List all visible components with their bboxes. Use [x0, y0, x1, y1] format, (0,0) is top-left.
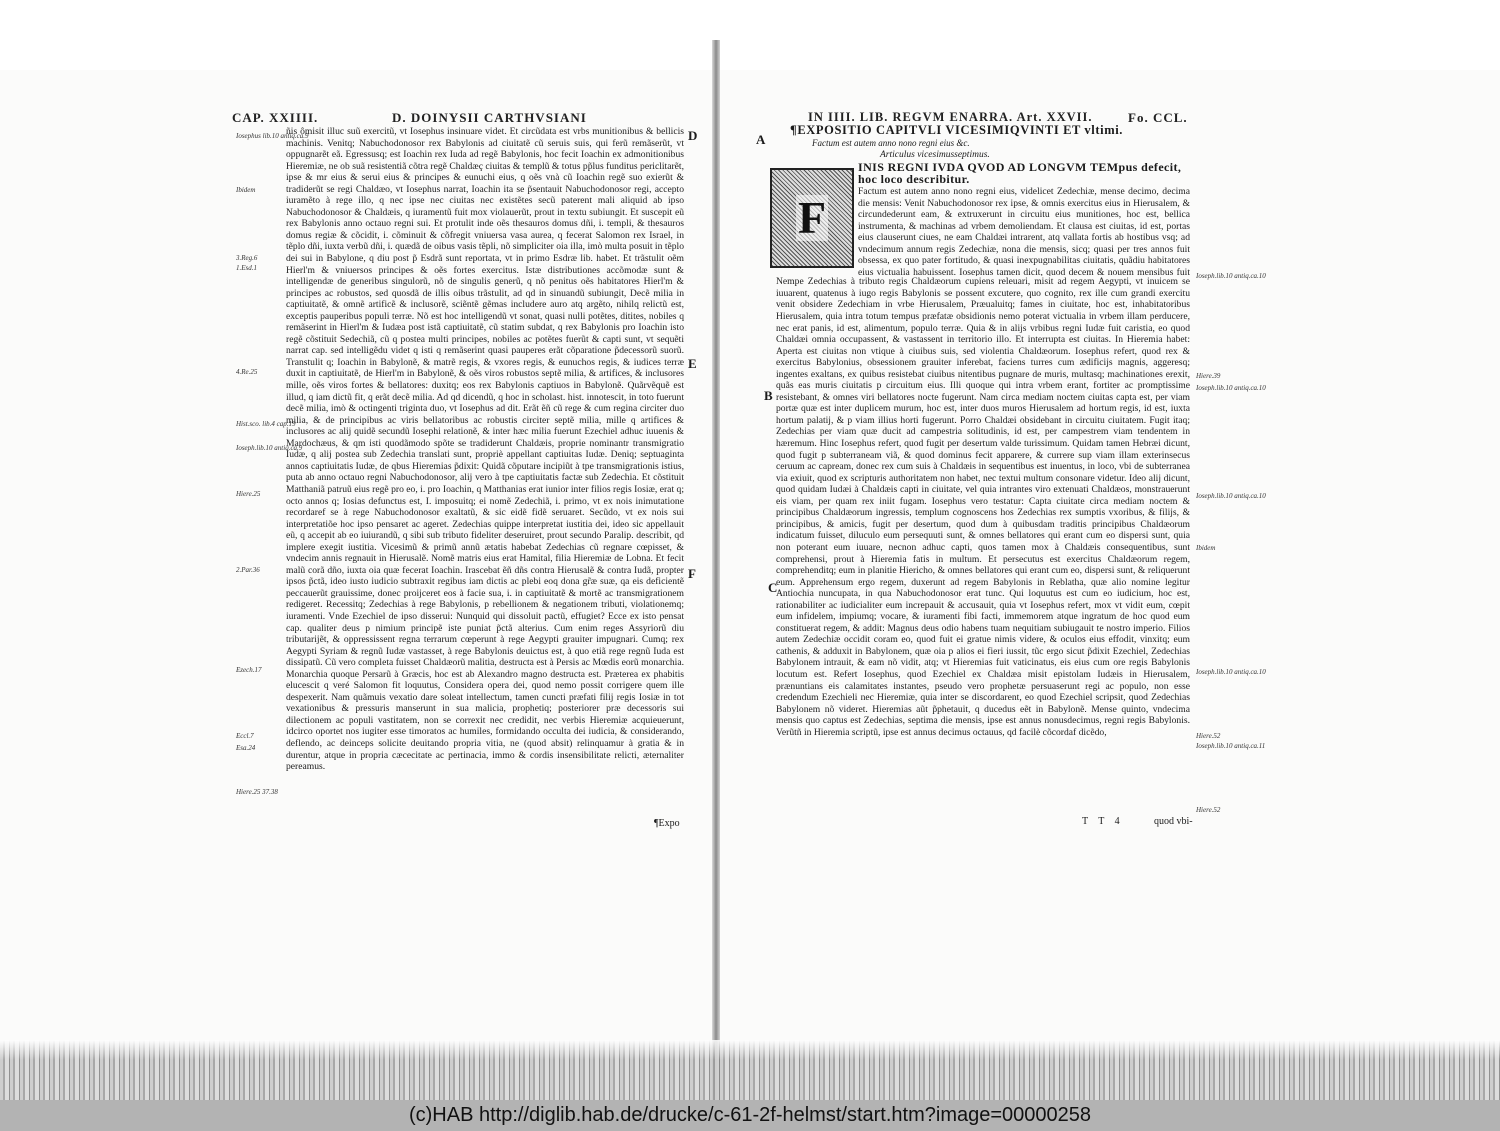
margin-note: Hiere.39	[1196, 372, 1221, 380]
margin-note: Hiere.25 37.38	[236, 788, 278, 796]
margin-note: Ioseph.lib.10 antiq.ca.10	[1196, 384, 1266, 392]
margin-note: Hiere.52	[1196, 732, 1221, 740]
margin-note: 3.Reg.6	[236, 254, 258, 262]
copyright-footer	[0, 1100, 1500, 1131]
margin-note: Ibidem	[1196, 544, 1216, 552]
section-letter-b: B	[764, 388, 773, 403]
footer-credit: (c)HAB http://diglib.hab.de/drucke/c-61-2f-helmst/start.htm?image=00000258	[408, 1104, 1092, 1126]
left-margin-notes	[236, 132, 309, 812]
margin-note: Hiere.52	[1196, 806, 1221, 814]
decorated-initial-image	[770, 168, 854, 268]
margin-note: Ioseph.lib.10 antiq.ca.9	[236, 444, 303, 452]
margin-note: 4.Re.25	[236, 368, 258, 376]
section-letter-f: F	[688, 566, 696, 581]
margin-note: Ioseph.lib.10 antiq.ca.11	[1196, 742, 1266, 750]
right-margin-notes	[1196, 272, 1266, 832]
margin-note: Hiere.25	[236, 490, 261, 498]
left-body-paragraph: ñis ômisit illuc suũ exercitũ, vt Iosephus insinuare videt. Et circũdata est vrbs munitionibus & bellicis machinis. Venitq; Nabuchodonosor rex Babylonis ad ciuitatẽ cũ seruis suis, qui ferũ remãserũt, vt oppugnarẽt eã. Egressusq; est Ioachin rex Iuda ad regẽ Babylonis, hoc fecit Ioachin ex admonitionibus Hieremiæ, ne ob suã resistentiã cõtra regẽ Chaldæç ciuitas & templũ & totus pp̃lus funditus periclitarẽt, ipse & mr eius & serui eius & principes & eunuchi eius, q oẽs vnà cũ Ioachin regẽ suo exierũt & tradiderũt se regi Chaldæo, vt Iosephus narrat, Ioachin ita se p̃sentauit Nabuchodonosor regi, accepto iuramẽto à rege illo, q nec ipse nec ciuitas nec existẽtes secũ paterent mali aliquid ab ipso Nabuchodonosor & Chaldæis, q iuramentũ fuit mox violauerũt, prout in textu subiungit. Et suscepit eũ rex Babylonis anno octauo regni sui. Et protulit inde oẽs thesauros domus dñi, i. templi, & thesauros domus regiæ & cõcidit, i. cõminuit & cõfregit vniuersa vasa aurea, q fecerat Salomon rex Israel, in tẽplo dñi, iuxta verbũ dñi, i. quædã de oibus vasis tẽpli, nõ simpliciter oia illa, imò multa posuit in tẽplo dei sui in Babylone, q diu post p̃ Esdrã sunt reportata, vt in primo Esdræ lib. habet. Et trãstulit oẽm Hierl'm & vniuersos principes & oẽs fortes exercitus. Istæ distributiones accõmodæ sunt & intelligendæ de generibus singulorũ, nõ de singulis generũ, q nõ penitus oẽs habitatores Hierl'm & principes ac robustos, sed quosdã de illis oibus trãstulit, ad qd in sinuandũ subiungit, Decẽ milia in captiuitatẽ, & omnẽ artificẽ & inclusorẽ, sciẽntẽ gẽmas includere auro atq argẽto, nihilq relictũ est, exceptis pauperibus populi terræ. Nõ est hoc intelligendũ vt sonat, quasi nulli potẽtes, ditites, nobiles q remãserint in Hierl'm & Iudæa post istã captiuitatẽ, cũ statim subdat, q rex Babylonis pro Ioachin isto regẽ cõstituit Sedechiã, cũ q postea multi principes, nobiles ac potẽtes fuerũt & capti sunt, vt sequẽti narrat cap. sed intelligẽdu videt q isti q remãserint quasi pauperes erãt cõparatione p̃decessorũ suorũ. Transtulit q; Ioachin in Babylonẽ, & matrẽ regis, & vxores regis, & eunuchos regis, & iudices terræ duxit in captiuitatẽ, de Hierl'm in Babylonẽ, & oẽs viros robustos septẽ milia, & artifices, & inclusores mille, oẽs viros fortes & bellatores: duxitq; eos rex Babylonis captiuos in Babylonẽ. Quãrvẽquẽ est illud, q iam dictũ fit, q erãt decẽ milia. Ad qd dicendũ, q hoc in scholast. hist. innotescit, in toto fuerunt decẽ milia, imò & octingenti triginta duo, vt Iosephus ad dit. Erãt ẽñ cũ rege & cum regina circiter duo milia, & de principibus ac viris bellatoribus ac robustis circiter septẽ milia, mille q artifices & inclusores ac alij quidẽ secundũ Iosephi relationẽ, & inter hæc milia fuerunt Ezechiel adhuc iuuenis & Mardochæus, & qm isti quodãmodo spõte se tradiderunt Chaldæis, proprie nominantr transmigratio Iudæ, q alij postea sub Zedechia translati sunt, propriè appellant captiuitas Iudæ. Deniq; septuaginta annos captiuitatis Iudæ, de qbus Hieremias p̃dixit: Quidã cõputare incipiũt à tpe transmigrationis istius, puta ab anno octauo regni Nabuchodonosor, alij vero à tpe captiuitatis factæ sub Zedechia. Et cõstituit Matthaniã patruũ eius regẽ pro eo, i. pro Ioachin, q Matthanias erat iunior inter filios regis Iosiæ, erat q; octo annos q; Iosias defunctus est, I. imposuitq; ei nomẽ Zedechiã, i. primo, vt ex nois inimutatione recordaref se à rege Nabuchodonosor exaltatũ, & sic eidẽ fidẽ seruaret. Secũdo, vt ex nois sui interpretatiõe hoc ipso pensaret ac ageret. Zedechias quippe interpretat iustitia dei, ideo sic appellauit eũ, q accepit ab eo iuiurandũ, q sibi sub tributo fideliter deseruiret, prout secundo Paralip. describit, qd implere exegit iustitia. Vicesimũ & primũ annũ ætatis habebat Zedechias cũ regnare cœpisset, & vndecim annis regnauit in Hierusalẽ. Nomẽ matris eius erat Hamital, filia Hieremiæ de Lobna. Et fecit malũ corã dño, iuxta oia quæ fecerat Ioachin. Irascebat ẽñ dñs contra Hierusalẽ & contra Iudã, propter ipsos p̃ctã, ideo iusto iudicio subtraxit regibus iam dictis ac plebi eoq dona gr̃æ suæ, qa eis deficientẽ peccauerũt grauissime, donec proijceret eos à facie sua, i. in captiuitatẽ & mortẽ ac transmigrationem redigeret. Recessitq; Zedechias à rege Babylonis, p rebellionem & negationem tributi, violationemq; iuramenti. Vnde Ezechiel de ipso disserui: Nunquid qui dissoluit pactũ, effugiet? Ecce ex isto pensat cap. qualiter deus p nimium principẽ iste puniat p̃ctã alterius. Cum enim reges Assyriorũ diu tributarijẽt, & oppressissent regna terrarum cœperunt à rege Aegypti grauiter impugnari. Cumq; rex Aegypti Syriam & regnũ Iudæ vastasset, à rege Babylonis deuictus est, à quo etiã rege regnũ Iuda est dissipatũ. Cũ vero completa fuisset Chaldæorũ malitia, destructa est à Persis ac Mœdis eorũ monarchia. Monarchia quoque Persarũ à Græcis, hoc est ab Alexandro magno destructa est. Præterea ex phabitis elucescit q veré Salomon fit loquutus, Considera opera dei, quod nemo possit corrigere quem ille despexerit. Nam quãmuis vexatio dare soleat intellectum, tamen cuncti præfati filij regis Iosiæ in tot vexationibus & pressuris manserunt in sua malicia, prophetiq; posteriorer præ decessoris sui dilectionem ac populi vastitatem, non se correxit nec credidit, nec verbis Hieremiæ acquieuerunt, idcirco oportet nos iugiter esse timoratos ac humiles, formidando occulta dei iudicia, & considerando, deflendo, ac deinceps solicite deuitando propria vitia, ne (quod absit) relinquamur à gratia & in durentur, atque in propria cæcecitate ac pertinacia, immo & cordis insensibilitate relicti, æternaliter pereamus.	[286, 126, 684, 773]
scan-edge-strip	[0, 1040, 1500, 1100]
margin-note: Ioseph.lib.10 antiq.ca.10	[1196, 492, 1266, 500]
margin-note: 1.Esd.1	[236, 264, 257, 272]
book-gutter	[712, 40, 720, 1100]
section-letter-a: A	[756, 132, 766, 147]
margin-note: Esa.24	[236, 744, 256, 752]
right-body-text	[776, 276, 1190, 814]
incipit-line: INIS REGNI IVDA QVOD AD LONGVM TEMpus defecit, hoc loco describitur.	[858, 160, 1182, 186]
margin-note: Eccl.7	[236, 732, 254, 740]
margin-note: Iosephus lib.10 antiq.ca.9	[236, 132, 309, 140]
section-letter-c: C	[768, 580, 778, 595]
right-catchword: quod vbi-	[1154, 816, 1193, 827]
right-body-text-top	[858, 186, 1190, 276]
author-running-head: D. DOINYSII CARTHVSIANI	[392, 110, 587, 125]
margin-note: 2.Par.36	[236, 566, 260, 574]
section-letter-e: E	[688, 356, 697, 371]
margin-note: Hist.sco. lib.4 cap.19	[236, 420, 296, 428]
article-number: Articulus vicesimusseptimus.	[880, 150, 990, 160]
dropcap-letter: F	[797, 192, 827, 243]
right-body-paragraph: Factum est autem anno nono regni eius, videlicet Zedechiæ, mense decimo, decima die mensis: Venit Nabuchodonosor rex ipse, & omnis exercitus eius in Hierusalem, & circundederunt eam, & extruxerunt in circuitu eius munitiones, hoc est, bellica instrumenta, & machinas ad vrbem demoliendam. Et clausa est ciuitas, id est, portas eius clauserunt ciues, ne eam Chaldæi intrarent, atq vallata fortis ab hostibus vsq; ad vndecimum annum regis Zedechiæ, nona die mensis, sicq; quasi per tres annos fuit obsessa, ex quo pater fortitudo, & quasi inexpugnabilitas ciuitatis, quãdiu habitatores eius victualia habuissent. Iosephus tamen dicit, quod decem & nouem mensibus fuit	[858, 186, 1190, 276]
right-running-head: IN IIII. LIB. REGVM ENARRA. Art. XXVII.	[808, 110, 1093, 124]
right-body-paragraph-cont: Nempe Zedechias à tributo regis Chaldæorum cupiens releuari, misit ad regem Aegypti, vt inuicem se iuuarent, quatenus à iugo regis Babylonis se possent excutere, quo cognito, rex ille cum grandi exercitu venit obsidere Zedechiam in vrbe Hierusalem, Præualuitq; fames in ciuitate, hoc est, inhabitatoribus Hierusalem, quia intra totum tempus præfatæ obsidionis nemo poterat victualia in vrbem illam perducere, nec erat panis, id est, alimentum, populo terræ. Quia & in alijs vrbibus regni Iudæ fuit caristia, eo quod Chaldæi omnia occupassent, & vastassent in territorio illo. Et interrupta est ciuitas. In Hieremia habet: Aperta est ciuitas non vtique à ciuibus suis, sed violentia Chaldæorum. Iosephus refert, quod rex & exercitus Babylonius, obsessionem grauiter inferebat, faciens turres cum ædificijs magnis, aggeresq; ingentes exaltans, ex quibus resistebat ciuibus nitentibus pugnare de muris, multasq; machinationes erexit, quãs eas muris ciuitatis p circuitum eius. Illi quoque qui intra vrbem erant, fortiter ac promptissime resistebant, & omnes viri bellatores nocte fugerunt. Nam circa mediam noctem ciuitas capta est, per viam portæ quæ est inter duplicem murum, hoc est, inter duos muros Hierusalem ad hortum regis, id est, iuxta hortum palatij, & p viam illius horti fugerunt. Porro Chaldæi obsidebant in circuitu ciuitatem. Fugit itaq; Zedechias per viam quæ ducit ad campestria solitudinis, id est, per campestrem viam tendentem in hæremum. Hinc Iosephus refert, quod fugit per desertum valde turissimum. Quidam tamen Hebræi dicunt, quod fugit p subterraneam viã, & quod dominus fecit apparere, & currere sup viam illam exterinsecus ceruum ac capream, donec rex cum suis à Chaldæis in sequentibus est inuentus, in loco, vbi de subterranea via exiuit, quod ex scripturis authoritatem non habet, nec textui multum consonare videtur. Ideo alij dicunt, quod quidam Iudæi à Chaldæis capti in ciuitate, vel quia intrantes viro extenuati Chaldæos, monstrauerunt eis viam, per quam rex iniit fugam. Iosephus vero testatur: Capta ciuitate circa mediam noctem & principibus Chaldæorum ingressis, templum cognoscens hos Zedechias rex sumptis vxoribus, & filijs, & principibus, & amicis, fugit per desertum, quod dum à quibusdam traditis principibus Chaldæorum indicatum fuisset, diluculo eum persequuti sunt, & omnes bellatores qui erant cum eo dispersi sunt, quia non poterant eum iuuare, necnon adhuc capti, quos tamen mox à Chaldæis consequentibus, sunt comprehensi, prout à Hieremia fatis in multum. Et persecutus est exercitus Chaldæorum regem, comprehenditq; eum in planitie Hiericho, & omnes bellatores qui erant cum eo, dispersi sunt, & reliquerunt eum. Apprehensum ergo regem, duxerunt ad regem Babylonis in Reblatha, quæ alio nomine legitur Antiochia nuncupata, in qua Nabuchodonosor erat tunc. Qui loquutus est cum eo iudicium, hoc est, rationabiliter ac iudicialiter eum increpauit & accusauit, quia vt Iosephus refert, mox vt vidit eum, cœpit eum infidelem, impiumq; vocare, & iuramenti fibi facti, immemorem atque ingratum de hoc quod eum constituerat regem, & addit: Magnus deus odio habens tuam nequitiam subiugauit te nostro imperio. Filios autem Zedechiæ occidit coram eo, quod fuit ei gratue nimis videre, & oculos eius effodit, vinxitq; eum cathenis, & adduxit in Babylonem, quæ oia p alios ei fieri iussit, tũc ergo sicut p̃dixit Ezechiel, Zedechias Babylonem intrauit, & eam nõ vidit, atq; vt Hieremias fuit vaticinatus, eis eius cum ore regis Babylonis locutum est. Refert Iosephus, quod Ezechiel ex Chaldæa misit epistolam Iudæis in Hierusalem, prænuntians eis calamitates instantes, pseudo vero prophetæ persuaserunt regi ac populo, non esse credendum Ezechieli nec Hieremiæ, quia inter se discordarent, eo quod Ezechiel scripsit, quod Zedechias Babylonem nõ videret. Hieremias aũt p̃phetauit, q ducedus eẽt in Babylonẽ. Mense quinto, vndecima mensis quo captus est Zedechias, septima die mensis, ipse est annus nonusdecimus, regni regis Babylonis. Verũtñ in Hieremia scriptũ, ipse est annus decimus octauus, qd facilè cõcordaf dicẽdo,	[776, 276, 1190, 738]
left-catchword: ¶Expo	[654, 818, 680, 829]
margin-note: Ibidem	[236, 186, 256, 194]
chapter-title-tail: Factum est autem anno nono regni eius &c.	[812, 138, 970, 148]
margin-note: Ioseph.lib.10 antiq.ca.10	[1196, 668, 1266, 676]
folio-number: Fo. CCL.	[1128, 110, 1188, 125]
chapter-title: ¶EXPOSITIO CAPITVLI VICESIMIQVINTI ET vltimi.	[790, 123, 1124, 137]
margin-note: Ioseph.lib.10 antiq.ca.10	[1196, 272, 1266, 280]
chapter-label: CAP. XXIIII.	[232, 110, 319, 125]
left-body-text	[286, 126, 684, 818]
margin-note: Ezech.17	[236, 666, 262, 674]
section-letter-d: D	[688, 128, 698, 143]
signature-mark: T T 4	[1082, 816, 1124, 827]
